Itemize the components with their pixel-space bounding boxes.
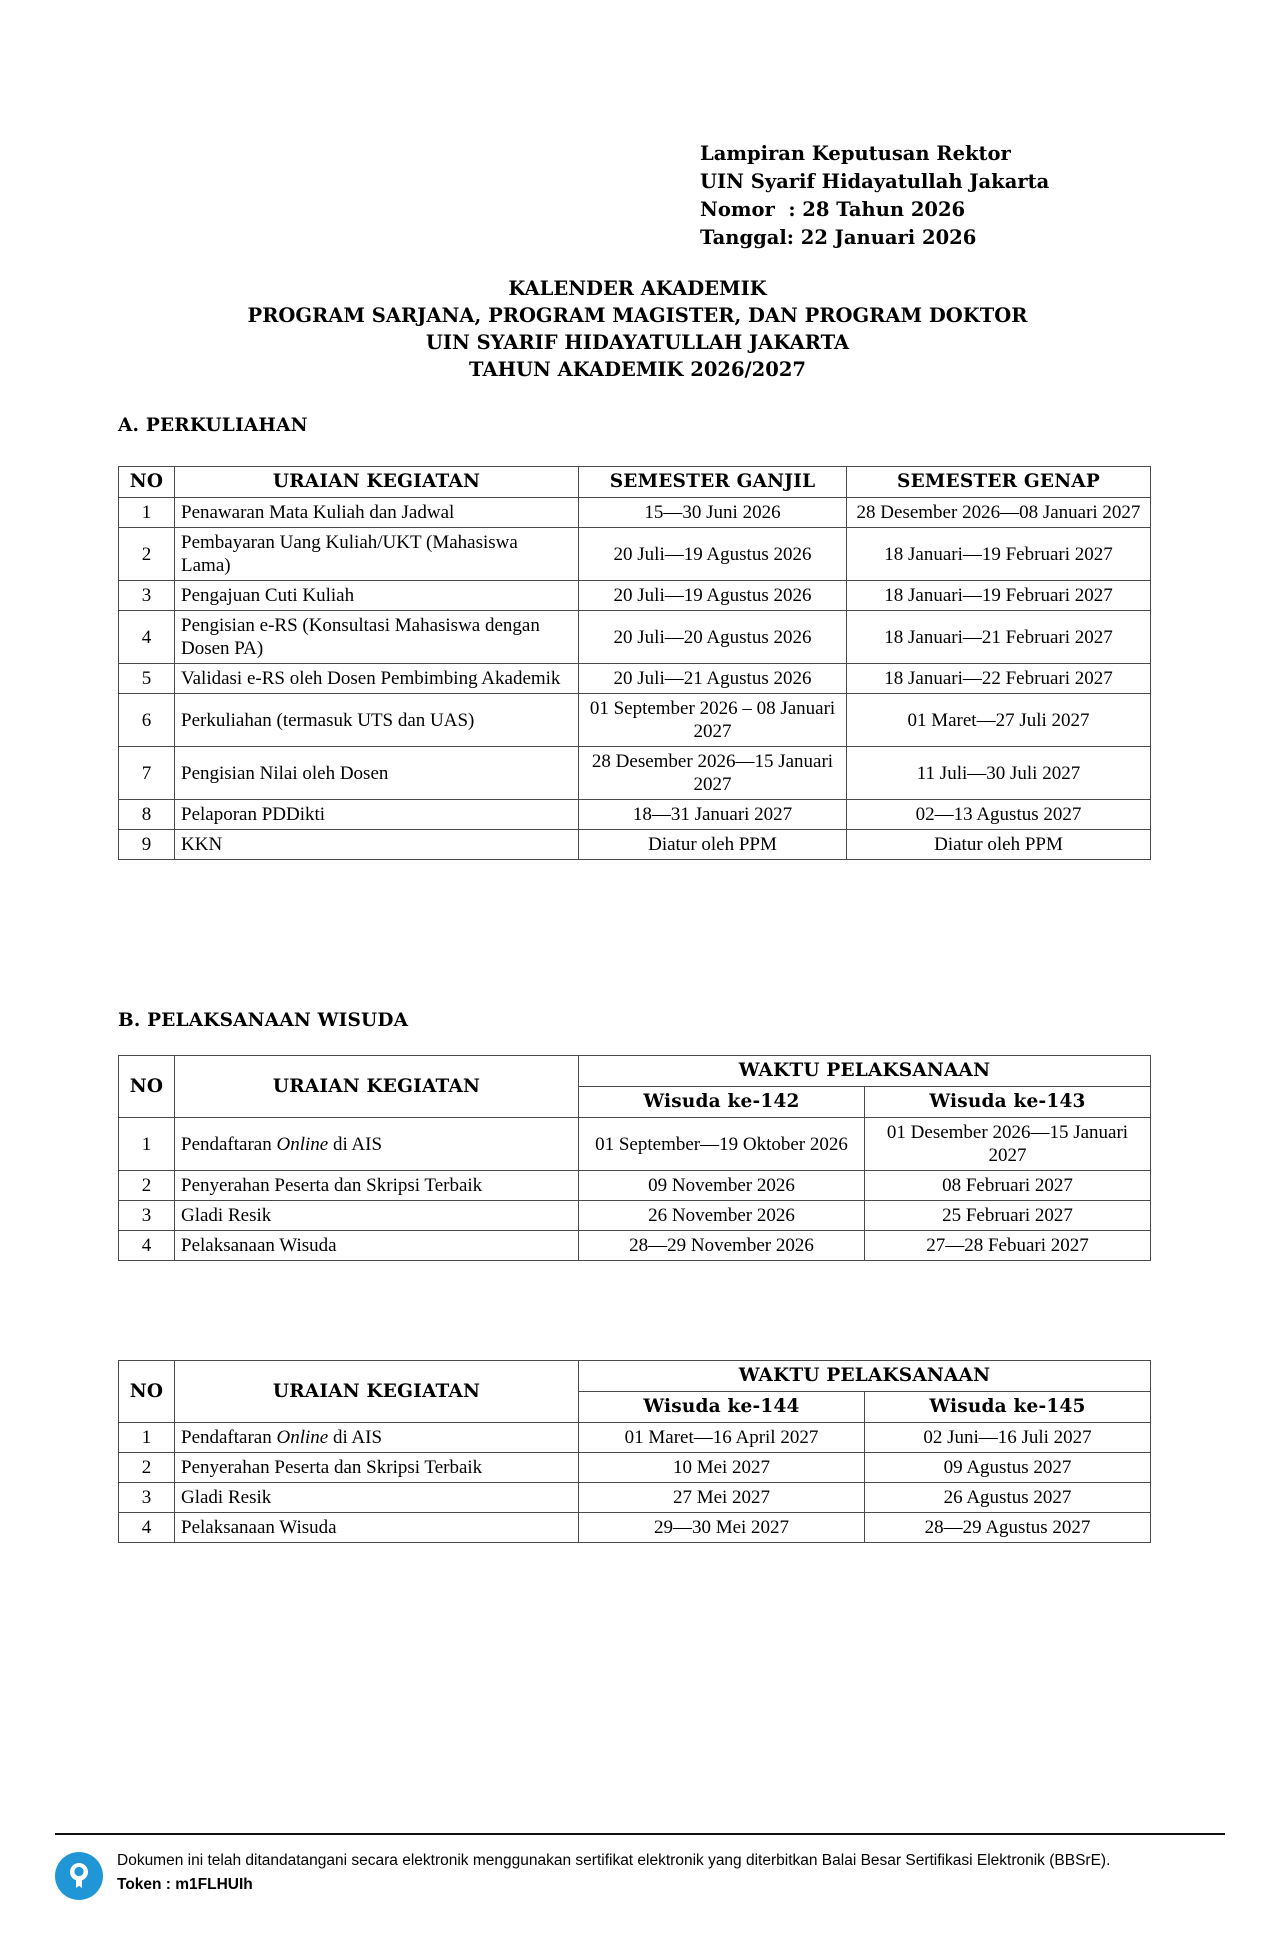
- table-wisuda-142-143: [118, 1055, 1151, 1261]
- cell-wisuda-2: 28—29 Agustus 2027: [865, 1513, 1151, 1543]
- table-row: [119, 694, 1151, 747]
- table-row: [119, 611, 1151, 664]
- cell-no: 5: [119, 664, 175, 694]
- cell-ganjil: 20 Juli—19 Agustus 2026: [579, 528, 847, 581]
- cell-no: 1: [119, 1423, 175, 1453]
- cell-desc: Pelaksanaan Wisuda: [175, 1513, 579, 1543]
- cell-no: 3: [119, 1483, 175, 1513]
- cell-wisuda-1: 28—29 November 2026: [579, 1231, 865, 1261]
- cell-desc: KKN: [175, 830, 579, 860]
- cell-wisuda-1: 26 November 2026: [579, 1201, 865, 1231]
- cell-desc-emphasis: Online: [276, 1133, 329, 1155]
- col-header-waktu: WAKTU PELAKSANAAN: [579, 1361, 1151, 1392]
- cell-desc: Validasi e-RS oleh Dosen Pembimbing Akademik: [175, 664, 579, 694]
- table-wisuda-144-145: [118, 1360, 1151, 1543]
- electronic-certificate-icon: [55, 1852, 103, 1900]
- cell-no: 4: [119, 611, 175, 664]
- table-row: [119, 747, 1151, 800]
- cell-desc: Pendaftaran Online di AIS: [175, 1423, 579, 1453]
- table-row: [119, 664, 1151, 694]
- table-row: [119, 1513, 1151, 1543]
- section-heading-wisuda: B. PELAKSANAAN WISUDA: [118, 1010, 409, 1031]
- cell-desc: Pelaksanaan Wisuda: [175, 1231, 579, 1261]
- col-header-desc: URAIAN KEGIATAN: [175, 467, 579, 498]
- cell-ganjil: 28 Desember 2026—15 Januari 2027: [579, 747, 847, 800]
- cell-wisuda-2: 25 Februari 2027: [865, 1201, 1151, 1231]
- col-header-no: NO: [119, 1056, 175, 1118]
- cell-wisuda-1: 01 Maret—16 April 2027: [579, 1423, 865, 1453]
- cell-wisuda-2: 09 Agustus 2027: [865, 1453, 1151, 1483]
- table-row: [119, 1453, 1151, 1483]
- table-perkuliahan: [118, 466, 1151, 860]
- letterhead-line-3: Nomor : 28 Tahun 2026: [700, 198, 966, 221]
- table-row: [119, 581, 1151, 611]
- cell-genap: 18 Januari—19 Februari 2027: [847, 581, 1151, 611]
- col-header-desc: URAIAN KEGIATAN: [175, 1056, 579, 1118]
- cell-ganjil: 01 September 2026 – 08 Januari 2027: [579, 694, 847, 747]
- cell-no: 2: [119, 528, 175, 581]
- cell-wisuda-2: 26 Agustus 2027: [865, 1483, 1151, 1513]
- table-row: [119, 1483, 1151, 1513]
- cell-genap: Diatur oleh PPM: [847, 830, 1151, 860]
- cell-wisuda-1: 01 September—19 Oktober 2026: [579, 1118, 865, 1171]
- footer-divider: [55, 1833, 1225, 1835]
- table-row: [119, 498, 1151, 528]
- cell-no: 1: [119, 1118, 175, 1171]
- cell-desc-emphasis: Online: [276, 1427, 329, 1448]
- letterhead-line-1: Lampiran Keputusan Rektor: [700, 142, 1011, 165]
- section-heading-perkuliahan: A. PERKULIAHAN: [118, 415, 308, 436]
- table-header-row: [119, 467, 1151, 498]
- cell-ganjil: 20 Juli—21 Agustus 2026: [579, 664, 847, 694]
- cell-genap: 28 Desember 2026—08 Januari 2027: [847, 498, 1151, 528]
- table-row: [119, 1231, 1151, 1261]
- cell-genap: 18 Januari—19 Februari 2027: [847, 528, 1151, 581]
- cell-desc: Pembayaran Uang Kuliah/UKT (Mahasiswa Lama): [175, 528, 579, 581]
- doc-title-line-4: TAHUN AKADEMIK 2026/2027: [469, 358, 806, 381]
- cell-ganjil: 20 Juli—20 Agustus 2026: [579, 611, 847, 664]
- cell-wisuda-1: 09 November 2026: [579, 1171, 865, 1201]
- cell-no: 3: [119, 581, 175, 611]
- cell-wisuda-2: 08 Februari 2027: [865, 1171, 1151, 1201]
- cell-wisuda-1: 27 Mei 2027: [579, 1483, 865, 1513]
- table-row: [119, 1118, 1151, 1171]
- cell-no: 2: [119, 1453, 175, 1483]
- table-row: [119, 528, 1151, 581]
- cell-no: 4: [119, 1513, 175, 1543]
- table-header-row: [119, 1056, 1151, 1087]
- col-header-no: NO: [119, 467, 175, 498]
- cell-no: 2: [119, 1171, 175, 1201]
- col-header-ganjil: SEMESTER GANJIL: [579, 467, 847, 498]
- cell-desc: Gladi Resik: [175, 1201, 579, 1231]
- col-header-wisuda-1: Wisuda ke-144: [579, 1392, 865, 1423]
- letterhead: [700, 140, 1049, 252]
- doc-title-line-1: KALENDER AKADEMIK: [508, 277, 767, 300]
- cell-desc: Penawaran Mata Kuliah dan Jadwal: [175, 498, 579, 528]
- cell-desc: Penyerahan Peserta dan Skripsi Terbaik: [175, 1453, 579, 1483]
- cell-desc: Pelaporan PDDikti: [175, 800, 579, 830]
- col-header-genap: SEMESTER GENAP: [847, 467, 1151, 498]
- cell-wisuda-2: 27—28 Febuari 2027: [865, 1231, 1151, 1261]
- cell-no: 1: [119, 498, 175, 528]
- col-header-waktu: WAKTU PELAKSANAAN: [579, 1056, 1151, 1087]
- cell-desc: Penyerahan Peserta dan Skripsi Terbaik: [175, 1171, 579, 1201]
- cell-wisuda-1: 29—30 Mei 2027: [579, 1513, 865, 1543]
- col-header-wisuda-2: Wisuda ke-143: [865, 1087, 1151, 1118]
- cell-desc: Pengisian e-RS (Konsultasi Mahasiswa dengan Dosen PA): [175, 611, 579, 664]
- cell-wisuda-1: 10 Mei 2027: [579, 1453, 865, 1483]
- cell-desc: Pengajuan Cuti Kuliah: [175, 581, 579, 611]
- table-row: [119, 1171, 1151, 1201]
- cell-wisuda-2: 02 Juni—16 Juli 2027: [865, 1423, 1151, 1453]
- letterhead-line-2: UIN Syarif Hidayatullah Jakarta: [700, 170, 1050, 193]
- table-row: [119, 800, 1151, 830]
- col-header-no: NO: [119, 1361, 175, 1423]
- cell-desc: Gladi Resik: [175, 1483, 579, 1513]
- cell-ganjil: Diatur oleh PPM: [579, 830, 847, 860]
- cell-wisuda-2: 01 Desember 2026—15 Januari 2027: [865, 1118, 1151, 1171]
- cell-genap: 18 Januari—21 Februari 2027: [847, 611, 1151, 664]
- cell-genap: 02—13 Agustus 2027: [847, 800, 1151, 830]
- cell-genap: 11 Juli—30 Juli 2027: [847, 747, 1151, 800]
- table-row: [119, 830, 1151, 860]
- col-header-wisuda-2: Wisuda ke-145: [865, 1392, 1151, 1423]
- page-title: [0, 275, 1275, 383]
- footer-notice-text: Dokumen ini telah ditandatangani secara elektronik menggunakan sertifikat elektronik yang diterbitkan Balai Besar Sertifikasi Elektronik (BBSrE).: [117, 1852, 1111, 1869]
- cell-ganjil: 18—31 Januari 2027: [579, 800, 847, 830]
- doc-title-line-3: UIN SYARIF HIDAYATULLAH JAKARTA: [425, 331, 850, 354]
- cell-no: 4: [119, 1231, 175, 1261]
- table-header-row: [119, 1361, 1151, 1392]
- cell-genap: 01 Maret—27 Juli 2027: [847, 694, 1151, 747]
- col-header-wisuda-1: Wisuda ke-142: [579, 1087, 865, 1118]
- electronic-signature-footer: [55, 1848, 1225, 1900]
- cell-no: 7: [119, 747, 175, 800]
- cell-ganjil: 15—30 Juni 2026: [579, 498, 847, 528]
- cell-desc: Pengisian Nilai oleh Dosen: [175, 747, 579, 800]
- letterhead-line-4: Tanggal: 22 Januari 2026: [700, 226, 977, 249]
- col-header-desc: URAIAN KEGIATAN: [175, 1361, 579, 1423]
- table-row: [119, 1423, 1151, 1453]
- doc-title-line-2: PROGRAM SARJANA, PROGRAM MAGISTER, DAN PROGRAM DOKTOR: [247, 304, 1028, 327]
- cell-desc: Pendaftaran Online di AIS: [175, 1118, 579, 1171]
- cell-desc: Perkuliahan (termasuk UTS dan UAS): [175, 694, 579, 747]
- cell-no: 8: [119, 800, 175, 830]
- table-row: [119, 1201, 1151, 1231]
- cell-ganjil: 20 Juli—19 Agustus 2026: [579, 581, 847, 611]
- footer-token: Token : m1FLHUIh: [117, 1876, 253, 1893]
- cell-no: 3: [119, 1201, 175, 1231]
- cell-no: 9: [119, 830, 175, 860]
- cell-genap: 18 Januari—22 Februari 2027: [847, 664, 1151, 694]
- cell-no: 6: [119, 694, 175, 747]
